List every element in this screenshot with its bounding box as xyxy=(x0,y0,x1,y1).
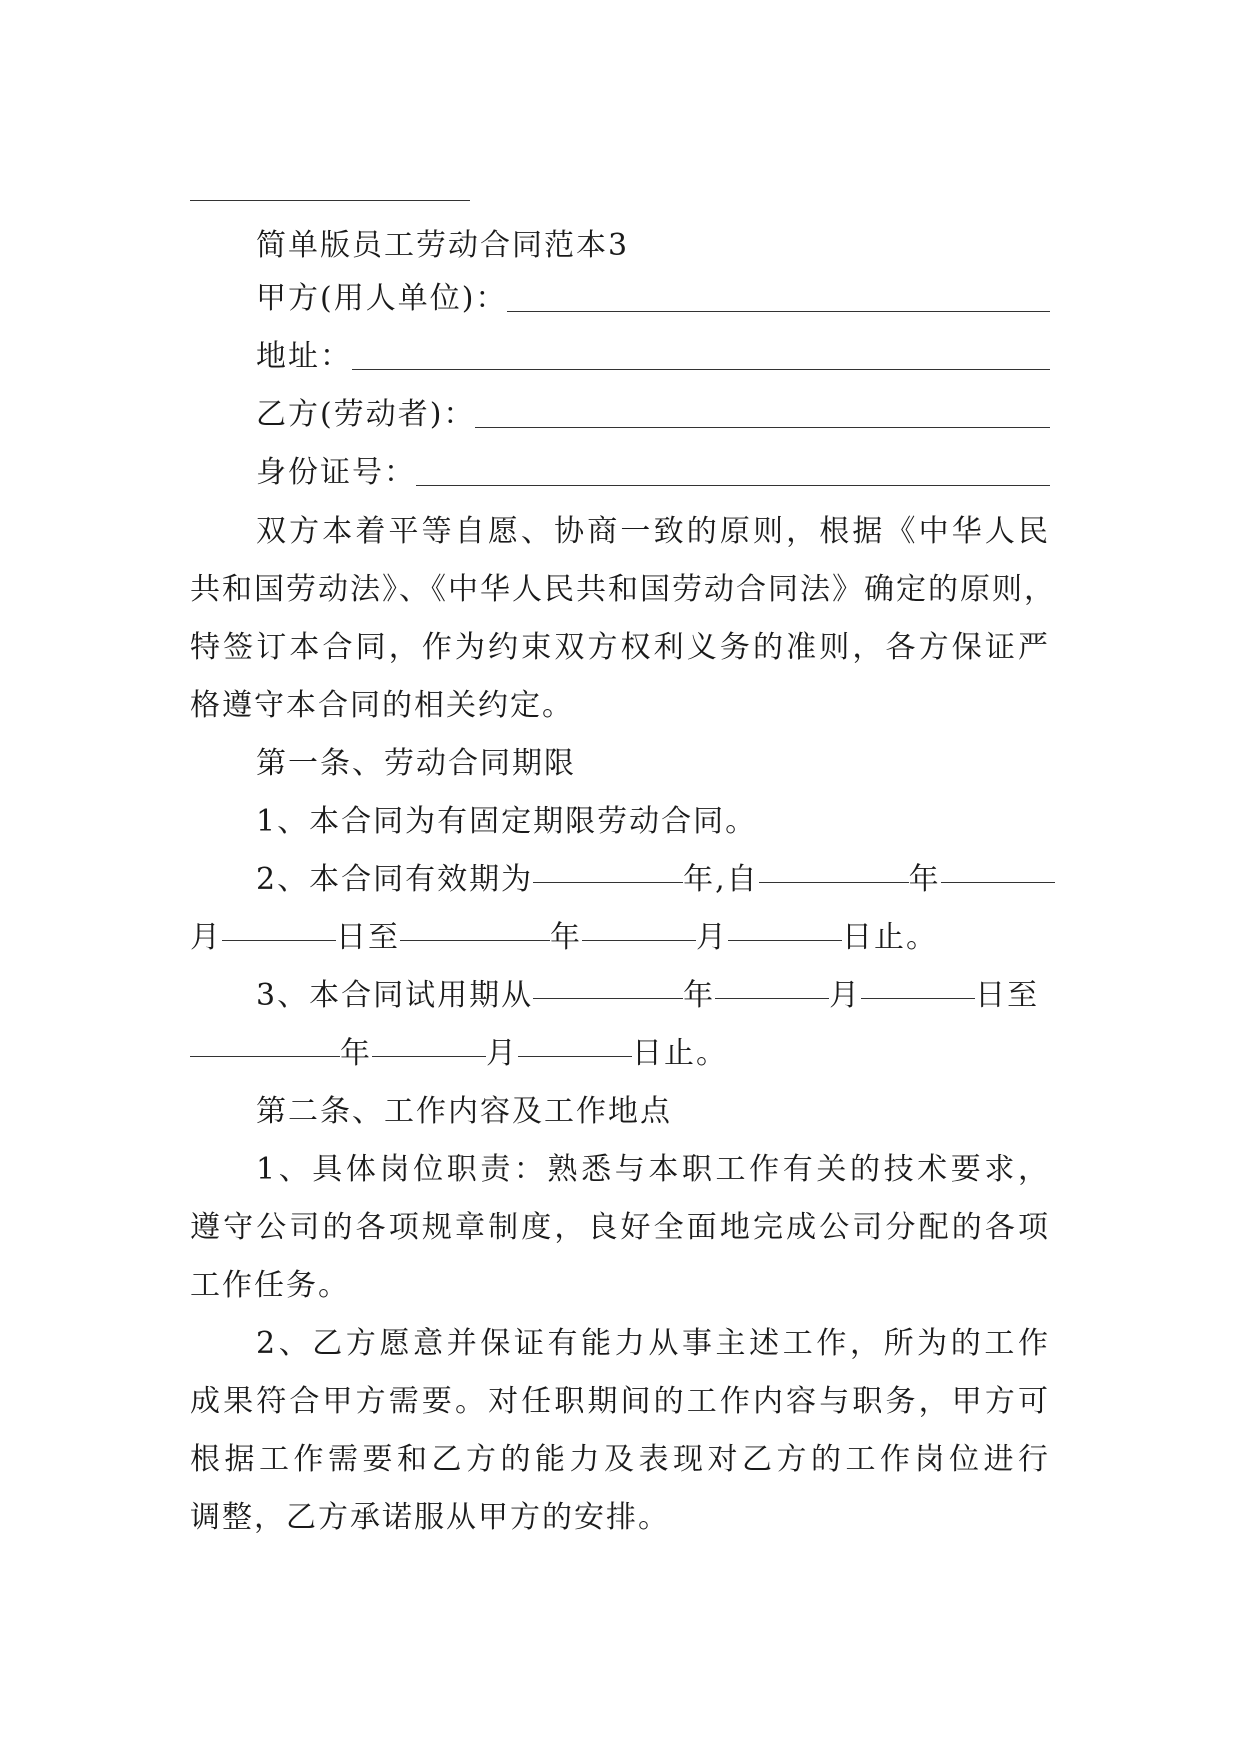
party-a-blank[interactable] xyxy=(507,311,1050,312)
article-1-item-2-line-2 xyxy=(190,909,1050,967)
address-field xyxy=(190,328,1050,386)
article-2-item-2-line: 2、乙方愿意并保证有能力从事主述工作，所为的工作 xyxy=(256,1326,1050,1361)
article-1-item-2-line-1 xyxy=(190,851,1050,909)
text-segment: 3、本合同试用期从 xyxy=(256,978,534,1013)
article-2-item-1-line: 工作任务。 xyxy=(190,1268,350,1303)
address-blank[interactable] xyxy=(352,369,1050,370)
text-segment: 日止。 xyxy=(842,920,938,955)
id-number-field xyxy=(190,444,1050,502)
end-day-blank[interactable] xyxy=(728,940,842,941)
article-1-item-3-line-1 xyxy=(190,967,1050,1025)
text-segment: 日止。 xyxy=(632,1036,728,1071)
intro-line: 特签订本合同，作为约束双方权利义务的准则，各方保证严 xyxy=(190,630,1050,665)
start-month-blank[interactable] xyxy=(941,882,1055,883)
text-segment: 年 xyxy=(340,1036,372,1071)
text-segment: 月 xyxy=(190,920,222,955)
end-year-blank[interactable] xyxy=(400,940,550,941)
party-a-label: 甲方(用人单位)： xyxy=(256,281,508,316)
trial-start-month-blank[interactable] xyxy=(715,998,829,999)
text-segment: 月 xyxy=(696,920,728,955)
party-b-blank[interactable] xyxy=(475,427,1050,428)
article-1-item-3-line-2 xyxy=(190,1025,1050,1083)
text-segment: 年 xyxy=(550,920,582,955)
document-title: 简单版员工劳动合同范本3 xyxy=(256,228,630,263)
top-divider xyxy=(190,200,470,201)
trial-start-year-blank[interactable] xyxy=(533,998,683,999)
article-2-item-2-line: 调整，乙方承诺服从甲方的安排。 xyxy=(190,1500,670,1535)
article-1-item-1: 1、本合同为有固定期限劳动合同。 xyxy=(256,804,758,839)
address-label: 地址： xyxy=(256,339,352,374)
trial-end-year-blank[interactable] xyxy=(190,1056,340,1057)
party-b-label: 乙方(劳动者)： xyxy=(256,397,476,432)
party-a-field xyxy=(190,270,1050,328)
trial-start-day-blank[interactable] xyxy=(861,998,975,999)
text-segment: 日至 xyxy=(975,978,1040,1013)
article-2-item-2-line: 根据工作需要和乙方的能力及表现对乙方的工作岗位进行 xyxy=(190,1442,1050,1477)
start-year-blank[interactable] xyxy=(759,882,909,883)
text-segment: 年 xyxy=(683,978,716,1013)
text-segment: 月 xyxy=(486,1036,518,1071)
text-segment: 年 xyxy=(908,862,941,897)
text-segment: 2、本合同有效期为 xyxy=(256,862,534,897)
article-2-item-1-line: 遵守公司的各项规章制度，良好全面地完成公司分配的各项 xyxy=(190,1210,1050,1245)
intro-line: 格遵守本合同的相关约定。 xyxy=(190,688,574,723)
article-1-heading: 第一条、劳动合同期限 xyxy=(256,746,576,781)
start-day-blank[interactable] xyxy=(222,940,336,941)
end-month-blank[interactable] xyxy=(582,940,696,941)
text-segment: 月 xyxy=(829,978,862,1013)
trial-end-month-blank[interactable] xyxy=(372,1056,486,1057)
text-segment: 年,自 xyxy=(683,862,759,897)
party-b-field xyxy=(190,386,1050,444)
id-number-blank[interactable] xyxy=(416,485,1050,486)
article-2-item-1-line: 1、具体岗位职责：熟悉与本职工作有关的技术要求， xyxy=(256,1152,1050,1187)
text-segment: 日至 xyxy=(336,920,400,955)
years-blank[interactable] xyxy=(533,882,683,883)
id-number-label: 身份证号： xyxy=(256,455,416,490)
intro-line: 双方本着平等自愿、协商一致的原则，根据《中华人民 xyxy=(256,514,1050,549)
intro-line: 共和国劳动法》、《中华人民共和国劳动合同法》确定的原则， xyxy=(190,572,1056,607)
trial-end-day-blank[interactable] xyxy=(518,1056,632,1057)
article-2-item-2-line: 成果符合甲方需要。对任职期间的工作内容与职务，甲方可 xyxy=(190,1384,1050,1419)
article-2-heading: 第二条、工作内容及工作地点 xyxy=(256,1094,672,1129)
